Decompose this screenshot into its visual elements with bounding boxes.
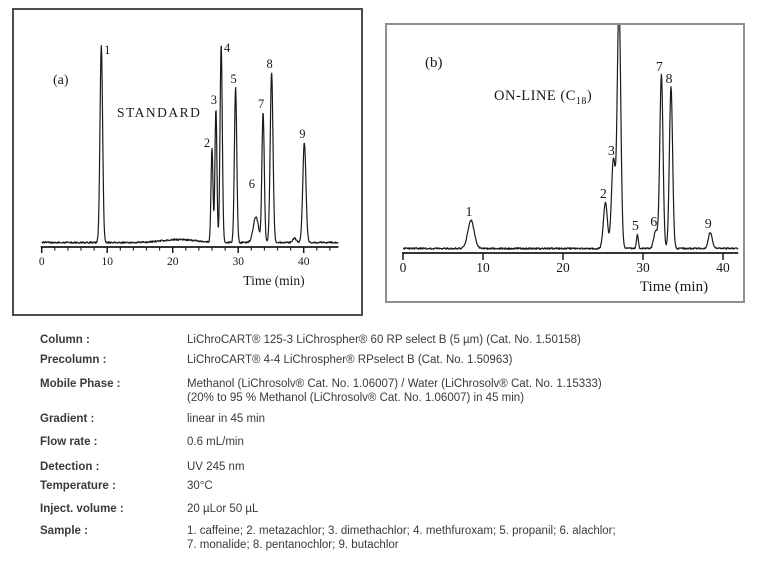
peak-label-7: 7: [257, 96, 265, 111]
spec-value-line: UV 245 nm: [187, 461, 245, 473]
spec-value: [187, 436, 740, 450]
panel-a-title-text: STANDARD: [117, 105, 202, 120]
peak-label-5: 5: [230, 71, 237, 86]
x-axis-title: Time (min): [243, 273, 305, 288]
spec-label: Inject. volume :: [40, 503, 124, 515]
spec-value: [187, 461, 740, 475]
x-axis-tick-label: 30: [636, 260, 650, 275]
spec-value-line: Methanol (LiChrosolv® Cat. No. 1.06007) / Water (LiChrosolv® Cat. No. 1.15333): [187, 378, 602, 390]
spec-value-line: 7. monalide; 8. pentanochlor; 9. butachlor: [187, 538, 399, 551]
peak-label-5: 5: [631, 219, 639, 235]
peak-label-2: 2: [599, 187, 607, 203]
spec-label: Temperature :: [40, 480, 116, 492]
peak-label-9: 9: [299, 127, 306, 142]
spec-value-line: 20 µLor 50 µL: [187, 503, 259, 515]
spec-label: Flow rate :: [40, 436, 98, 448]
spec-label: Mobile Phase :: [40, 378, 121, 390]
x-axis-tick-label: 10: [476, 260, 490, 275]
panel-b-title-subscript: 18: [575, 95, 587, 107]
spec-value: [187, 334, 740, 348]
peak-label-3: 3: [607, 143, 615, 159]
peak-label-3: 3: [210, 92, 218, 107]
x-axis-tick-label: 30: [232, 256, 244, 268]
peak-label-1: 1: [465, 205, 473, 221]
peak-label-6: 6: [248, 177, 256, 192]
spec-value: [187, 354, 740, 368]
x-axis-tick-label: 0: [38, 256, 45, 268]
spec-label: Sample :: [40, 525, 88, 537]
panel-a-label: (a): [53, 73, 69, 88]
spec-label: Column :: [40, 334, 90, 346]
spec-value-line: LiChroCART® 125-3 LiChrospher® 60 RP select B (5 µm) (Cat. No. 1.50158): [187, 334, 581, 346]
spec-value: [187, 480, 740, 494]
x-axis-tick-label: 40: [716, 260, 730, 275]
spec-label: Precolumn :: [40, 354, 107, 366]
spec-value-line: linear in 45 min: [187, 413, 265, 425]
peak-label-8: 8: [266, 56, 273, 71]
peak-label-6: 6: [650, 215, 658, 230]
peak-label-9: 9: [704, 217, 712, 233]
panel-b-title-close: ): [586, 88, 593, 104]
spec-label: Gradient :: [40, 413, 95, 425]
spec-value: [187, 503, 740, 517]
spec-value: [187, 413, 740, 427]
peak-label-4: 4: [224, 41, 231, 55]
panel-b-label: (b): [425, 55, 443, 71]
spec-value-line: 30°C: [187, 480, 213, 492]
spec-label: Detection :: [40, 461, 100, 473]
x-axis-title: Time (min): [639, 279, 709, 295]
peak-label-7: 7: [655, 59, 663, 75]
x-axis-tick-label: 10: [101, 256, 113, 268]
spec-value-line: LiChroCART® 4-4 LiChrospher® RPselect B (Cat. No. 1.50963): [187, 354, 513, 366]
spec-value: [187, 378, 740, 405]
spec-value-line: (20% to 95 % Methanol (LiChrosolv® Cat. No. 1.06007) in 45 min): [187, 391, 525, 404]
peak-label-2: 2: [203, 135, 211, 150]
x-axis-tick-label: 0: [399, 260, 407, 275]
spec-value-line: 1. caffeine; 2. metazachlor; 3. dimethachlor; 4. methfuroxam; 5. propanil; 6. alachlor;: [187, 525, 616, 537]
spec-value: [187, 525, 740, 552]
x-axis-tick-label: 20: [166, 256, 179, 268]
peak-label-8: 8: [665, 71, 673, 87]
x-axis-tick-label: 20: [556, 260, 570, 275]
panel-b-title-text: ON-LINE (C: [494, 88, 576, 104]
x-axis-tick-label: 40: [297, 256, 310, 268]
spec-value-line: 0.6 mL/min: [187, 436, 244, 448]
peak-label-1: 1: [104, 42, 111, 57]
